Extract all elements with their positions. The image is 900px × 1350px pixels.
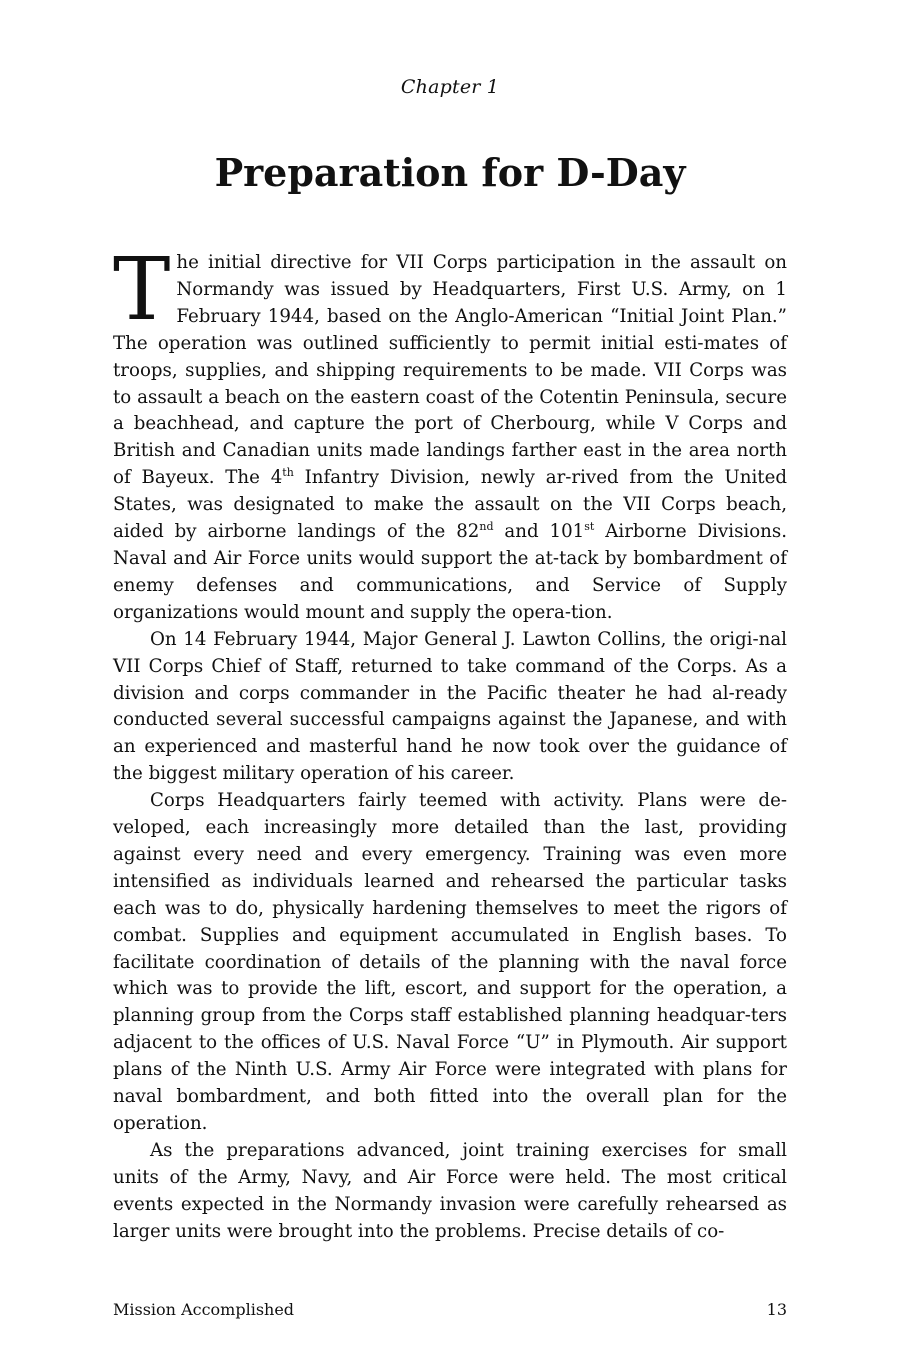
paragraph-1-text-b: Infantry Division, newly ar-rived from the United States, was designated to make the assault on the VII Corps beach, aided by airborne landings of the 82	[113, 467, 788, 543]
paragraph-1-text-c: and 101	[493, 521, 585, 543]
chapter-title: Preparation for D-Day	[214, 150, 686, 195]
superscript-nd: nd	[479, 520, 494, 533]
paragraph-1-text-d: Airborne Divisions. Naval and Air Force units would support the at-tack by bombardment of enemy defenses and communications, and Service of Supply organizations would mount and supply the opera-tion.	[113, 521, 787, 623]
superscript-th: th	[282, 466, 294, 480]
page-number: 13	[766, 1300, 787, 1319]
paragraph-1	[113, 240, 788, 627]
paragraph-3: Corps Headquarters fairly teemed with activity. Plans were de-veloped, each increasingly more detailed than the last, providing against every need and every emergency. Training was even more intensified as individuals learned and rehearsed the particular tasks each was to do, physically hardening themselves to meet the rigors of combat. Supplies and equipment accumulated in English bases. To facilitate coordination of details of the planning with the naval force which was to provide the lift, escort, and support for the operation, a planning group from the Corps staff established planning headquar-ters adjacent to the offices of U.S. Naval Force “U” in Plymouth. Air support plans of the Ninth U.S. Army Air Force were integrated with plans for naval bombardment, and both fitted into the overall plan for the operation.	[113, 790, 787, 1134]
body-text	[113, 240, 788, 1246]
paragraph-1-text-a: he initial directive for VII Corps participation in the assault on Normandy was issued by Headquarters, First U.S. Army, on 1 February 1944, based on the Anglo-American “Initial Joint Plan.” The operation was outlined sufficiently to permit initial esti-mates of troops, supplies, and shipping requirements to be made. VII Corps was to assault a beach on the eastern coast of the Cotentin Peninsula, secure a beachhead, and capture the port of Cherbourg, while V Corps and British and Canadian units made landings farther east in the area north of Bayeux. The 4	[113, 252, 787, 489]
superscript-st: st	[584, 520, 595, 533]
page-footer	[113, 1300, 787, 1319]
paragraph-4: As the preparations advanced, joint training exercises for small units of the Army, Navy, and Air Force were held. The most critical events expected in the Normandy invasion were carefully rehearsed as larger units were brought into the problems. Precise details of co-	[113, 1139, 787, 1242]
drop-cap: T	[113, 240, 171, 340]
chapter-label: Chapter 1	[400, 76, 500, 98]
footer-book-title: Mission Accomplished	[113, 1300, 295, 1319]
paragraph-2: On 14 February 1944, Major General J. Lawton Collins, the origi-nal VII Corps Chief of Staff, returned to take command of the Corps. As a division and corps commander in the Pacific theater he had al-ready conducted several successful campaigns against the Japanese, and with an experienced and masterful hand he now took over the guidance of the biggest military operation of his career.	[113, 628, 787, 785]
